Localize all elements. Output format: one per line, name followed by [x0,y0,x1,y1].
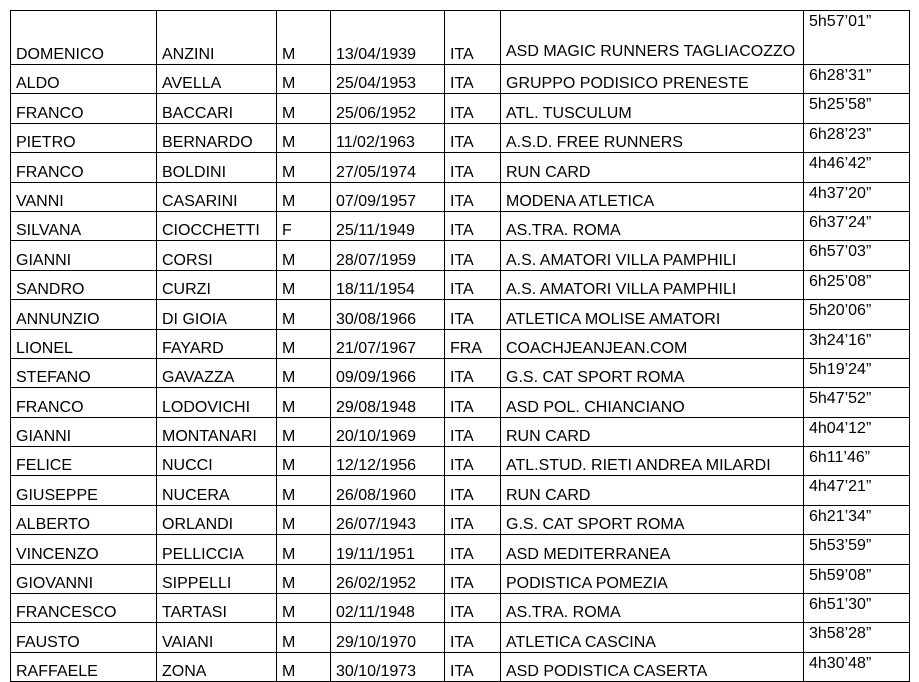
last-name-cell: AVELLA [157,65,277,94]
finish-time-cell: 3h58’28” [804,623,910,652]
table-row [11,476,910,505]
last-name-cell: CURZI [157,270,277,299]
club-cell: A.S. AMATORI VILLA PAMPHILI [501,241,804,270]
table-row [11,652,910,681]
sex-cell: M [277,182,331,211]
first-name-cell: GIOVANNI [11,564,157,593]
birth-date-cell: 13/04/1939 [331,11,445,65]
birth-date-cell: 26/07/1943 [331,505,445,534]
table-row [11,623,910,652]
first-name-cell: PIETRO [11,123,157,152]
last-name-cell: NUCCI [157,447,277,476]
first-name-cell: SILVANA [11,211,157,240]
last-name-cell: ANZINI [157,11,277,65]
club-cell: PODISTICA POMEZIA [501,564,804,593]
sex-cell: M [277,65,331,94]
table-row [11,270,910,299]
finish-time-cell: 6h25’08” [804,270,910,299]
birth-date-cell: 25/06/1952 [331,94,445,123]
first-name-cell: ANNUNZIO [11,300,157,329]
last-name-cell: TARTASI [157,594,277,623]
sex-cell: F [277,211,331,240]
sex-cell: M [277,300,331,329]
finish-time-cell: 5h47’52” [804,388,910,417]
nationality-cell: ITA [445,94,501,123]
club-cell: ASD MAGIC RUNNERS TAGLIACOZZO [501,11,804,65]
table-row [11,535,910,564]
birth-date-cell: 29/10/1970 [331,623,445,652]
first-name-cell: GIANNI [11,241,157,270]
first-name-cell: LIONEL [11,329,157,358]
last-name-cell: CASARINI [157,182,277,211]
table-row [11,153,910,182]
sex-cell: M [277,241,331,270]
last-name-cell: BOLDINI [157,153,277,182]
nationality-cell: ITA [445,447,501,476]
last-name-cell: PELLICCIA [157,535,277,564]
table-row [11,417,910,446]
table-row [11,564,910,593]
first-name-cell: FRANCO [11,388,157,417]
sex-cell: M [277,358,331,387]
finish-time-cell: 6h28’31” [804,65,910,94]
sex-cell: M [277,564,331,593]
first-name-cell: ALBERTO [11,505,157,534]
nationality-cell: ITA [445,300,501,329]
finish-time-cell: 6h57’03” [804,241,910,270]
birth-date-cell: 09/09/1966 [331,358,445,387]
sex-cell: M [277,447,331,476]
club-cell: MODENA ATLETICA [501,182,804,211]
birth-date-cell: 02/11/1948 [331,594,445,623]
birth-date-cell: 21/07/1967 [331,329,445,358]
finish-time-cell: 6h28’23” [804,123,910,152]
finish-time-cell: 6h51’30” [804,594,910,623]
sex-cell: M [277,623,331,652]
club-cell: ASD PODISTICA CASERTA [501,652,804,681]
sex-cell: M [277,476,331,505]
finish-time-cell: 5h57’01” [804,11,910,65]
finish-time-cell: 5h53’59” [804,535,910,564]
sex-cell: M [277,417,331,446]
nationality-cell: ITA [445,505,501,534]
nationality-cell: ITA [445,358,501,387]
table-row [11,123,910,152]
birth-date-cell: 30/08/1966 [331,300,445,329]
sex-cell: M [277,153,331,182]
first-name-cell: GIANNI [11,417,157,446]
last-name-cell: DI GIOIA [157,300,277,329]
finish-time-cell: 6h37’24” [804,211,910,240]
birth-date-cell: 29/08/1948 [331,388,445,417]
finish-time-cell: 5h19’24” [804,358,910,387]
results-body [11,11,910,682]
first-name-cell: VANNI [11,182,157,211]
club-cell: ATLETICA MOLISE AMATORI [501,300,804,329]
last-name-cell: GAVAZZA [157,358,277,387]
sex-cell: M [277,388,331,417]
club-cell: ASD MEDITERRANEA [501,535,804,564]
birth-date-cell: 30/10/1973 [331,652,445,681]
last-name-cell: FAYARD [157,329,277,358]
finish-time-cell: 4h37’20” [804,182,910,211]
table-row [11,594,910,623]
last-name-cell: CIOCCHETTI [157,211,277,240]
last-name-cell: ZONA [157,652,277,681]
first-name-cell: SANDRO [11,270,157,299]
last-name-cell: SIPPELLI [157,564,277,593]
birth-date-cell: 12/12/1956 [331,447,445,476]
nationality-cell: ITA [445,594,501,623]
sex-cell: M [277,123,331,152]
birth-date-cell: 11/02/1963 [331,123,445,152]
club-cell: RUN CARD [501,476,804,505]
club-cell: A.S.D. FREE RUNNERS [501,123,804,152]
birth-date-cell: 27/05/1974 [331,153,445,182]
table-row [11,329,910,358]
nationality-cell: ITA [445,153,501,182]
first-name-cell: ALDO [11,65,157,94]
nationality-cell: ITA [445,564,501,593]
first-name-cell: FRANCO [11,94,157,123]
club-cell: ATLETICA CASCINA [501,623,804,652]
last-name-cell: LODOVICHI [157,388,277,417]
nationality-cell: ITA [445,388,501,417]
sex-cell: M [277,535,331,564]
first-name-cell: FRANCESCO [11,594,157,623]
club-cell: GRUPPO PODISICO PRENESTE [501,65,804,94]
sex-cell: M [277,270,331,299]
birth-date-cell: 18/11/1954 [331,270,445,299]
club-cell: RUN CARD [501,417,804,446]
nationality-cell: ITA [445,123,501,152]
birth-date-cell: 28/07/1959 [331,241,445,270]
first-name-cell: FELICE [11,447,157,476]
club-cell: AS.TRA. ROMA [501,594,804,623]
table-row [11,388,910,417]
first-name-cell: FAUSTO [11,623,157,652]
nationality-cell: ITA [445,211,501,240]
nationality-cell: ITA [445,11,501,65]
club-cell: ASD POL. CHIANCIANO [501,388,804,417]
nationality-cell: FRA [445,329,501,358]
first-name-cell: RAFFAELE [11,652,157,681]
club-cell: RUN CARD [501,153,804,182]
nationality-cell: ITA [445,535,501,564]
finish-time-cell: 4h46’42” [804,153,910,182]
last-name-cell: CORSI [157,241,277,270]
birth-date-cell: 25/04/1953 [331,65,445,94]
last-name-cell: NUCERA [157,476,277,505]
table-row [11,241,910,270]
nationality-cell: ITA [445,65,501,94]
last-name-cell: VAIANI [157,623,277,652]
finish-time-cell: 6h21’34” [804,505,910,534]
sex-cell: M [277,329,331,358]
results-table [10,10,910,682]
last-name-cell: BERNARDO [157,123,277,152]
table-row [11,505,910,534]
first-name-cell: STEFANO [11,358,157,387]
nationality-cell: ITA [445,652,501,681]
nationality-cell: ITA [445,476,501,505]
sex-cell: M [277,11,331,65]
club-cell: AS.TRA. ROMA [501,211,804,240]
birth-date-cell: 26/08/1960 [331,476,445,505]
finish-time-cell: 4h30’48” [804,652,910,681]
club-cell: COACHJEANJEAN.COM [501,329,804,358]
sex-cell: M [277,652,331,681]
table-row [11,65,910,94]
first-name-cell: FRANCO [11,153,157,182]
birth-date-cell: 07/09/1957 [331,182,445,211]
finish-time-cell: 4h04’12” [804,417,910,446]
table-row [11,300,910,329]
nationality-cell: ITA [445,417,501,446]
nationality-cell: ITA [445,623,501,652]
last-name-cell: MONTANARI [157,417,277,446]
table-row [11,447,910,476]
club-cell: A.S. AMATORI VILLA PAMPHILI [501,270,804,299]
first-name-cell: GIUSEPPE [11,476,157,505]
club-cell: G.S. CAT SPORT ROMA [501,505,804,534]
first-name-cell: DOMENICO [11,11,157,65]
nationality-cell: ITA [445,270,501,299]
birth-date-cell: 19/11/1951 [331,535,445,564]
last-name-cell: ORLANDI [157,505,277,534]
table-row [11,11,910,65]
finish-time-cell: 4h47’21” [804,476,910,505]
sex-cell: M [277,505,331,534]
finish-time-cell: 3h24’16” [804,329,910,358]
finish-time-cell: 5h20’06” [804,300,910,329]
sex-cell: M [277,94,331,123]
club-cell: ATL.STUD. RIETI ANDREA MILARDI [501,447,804,476]
sex-cell: M [277,594,331,623]
club-cell: ATL. TUSCULUM [501,94,804,123]
birth-date-cell: 25/11/1949 [331,211,445,240]
nationality-cell: ITA [445,182,501,211]
table-row [11,211,910,240]
birth-date-cell: 20/10/1969 [331,417,445,446]
table-row [11,358,910,387]
table-row [11,182,910,211]
last-name-cell: BACCARI [157,94,277,123]
finish-time-cell: 5h59’08” [804,564,910,593]
table-row [11,94,910,123]
finish-time-cell: 6h11’46” [804,447,910,476]
first-name-cell: VINCENZO [11,535,157,564]
birth-date-cell: 26/02/1952 [331,564,445,593]
nationality-cell: ITA [445,241,501,270]
club-cell: G.S. CAT SPORT ROMA [501,358,804,387]
finish-time-cell: 5h25’58” [804,94,910,123]
